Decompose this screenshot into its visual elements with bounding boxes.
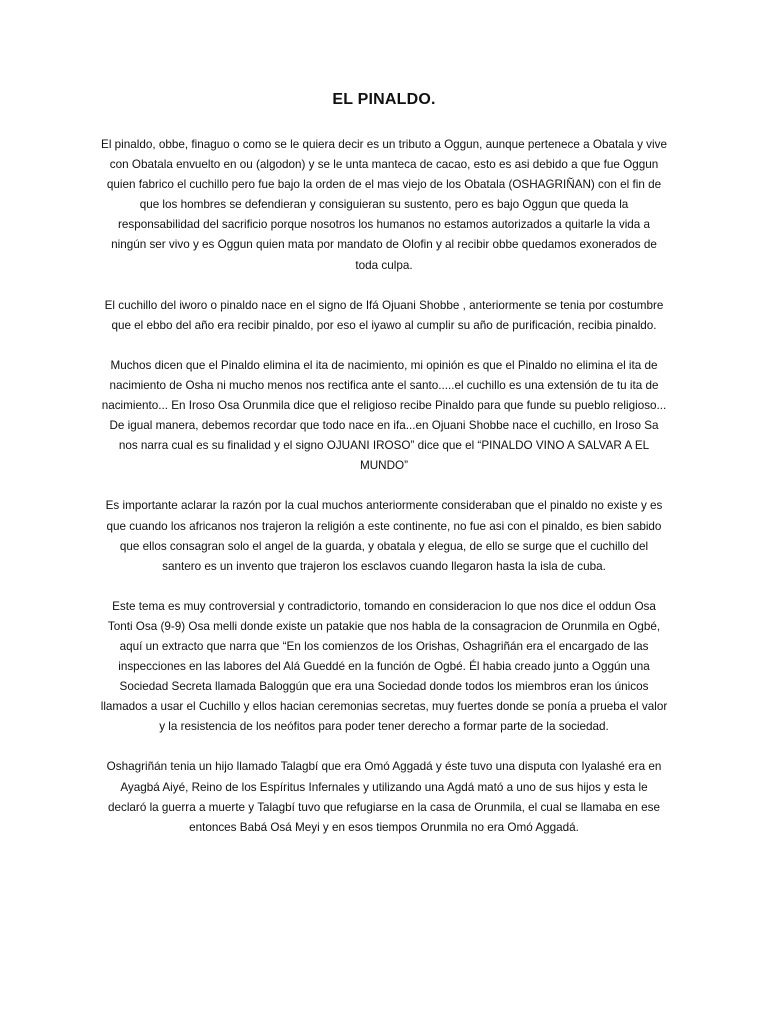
- paragraph: El pinaldo, obbe, finaguo o como se le quiera decir es un tributo a Oggun, aunque pertenece a Obatala y vive con Obatala envuelto en ou (algodon) y se le unta manteca de cacao, esto es asi debido a que fue Oggun quien fabrico el cuchillo pero fue bajo la orden de el mas viejo de los Obatala (OSHAGRIÑAN) con el fin de que los hombres se defendieran y consiguieran su sustento, pero es bajo Oggun que queda la responsabilidad del sacrificio porque nosotros los humanos no estamos autorizados a quitarle la vida a ningún ser vivo y es Oggun quien mata por mandato de Olofin y al recibir obbe quedamos exonerados de toda culpa.: [101, 138, 667, 272]
- paragraph: Oshagriñán tenia un hijo llamado Talagbí que era Omó Aggadá y éste tuvo una disputa con Iyalashé era en Ayagbá Aiyé, Reino de los Espíritus Infernales y utilizando una Agdá mató a uno de sus hijos y esta le declaró la guerra a muerte y Talagbí tuvo que refugiarse en la casa de Orunmila, el cual se llamaba en ese entonces Babá Osá Meyi y en esos tiempos Orunmila no era Omó Aggadá.: [106, 760, 662, 834]
- document-body: [100, 135, 668, 858]
- paragraph: Muchos dicen que el Pinaldo elimina el ita de nacimiento, mi opinión es que el Pinaldo no elimina el ita de nacimiento de Osha ni mucho menos nos rectifica ante el santo.....el cuchillo es una extensión de tu ita de nacimiento... En Iroso Osa Orunmila dice que el religioso recibe Pinaldo para que funde su pueblo religioso... De igual manera, debemos recordar que todo nace en ifa...en Ojuani Shobbe nace el cuchillo, en Iroso Sa nos narra cual es su finalidad y el signo OJUANI IROSO” dice que el “PINALDO VINO A SALVAR A EL MUNDO”: [101, 358, 667, 473]
- paragraph: Es importante aclarar la razón por la cual muchos anteriormente consideraban que el pinaldo no existe y es que cuando los africanos nos trajeron la religión a este continente, no fue asi con el pinaldo, es bien sabido que ellos consagran solo el angel de la guarda, y obatala y elegua, de ello se surge que el cuchillo del santero es un invento que trajeron los esclavos cuando llegaron hasta la isla de cuba.: [105, 499, 663, 573]
- document-title: EL PINALDO.: [332, 91, 436, 108]
- paragraph: Este tema es muy controversial y contradictorio, tomando en consideracion lo que nos dice el oddun Osa Tonti Osa (9-9) Osa melli donde existe un patakie que nos habla de la consagracion de Orunmila en Ogbé, aquí un extracto que narra que “En los comienzos de los Orishas, Oshagriñán era el encargado de las inspecciones en las labores del Alá Gueddé en la función de Ogbé. Él habia creado junto a Oggún una Sociedad Secreta llamada Baloggún que era una Sociedad donde todos los miembros eran los únicos llamados a usar el Cuchillo y ellos hacian ceremonias secretas, muy fuertes donde se ponía a prueba el valor y la resistencia de los neófitos para poder tener derecho a formar parte de la sociedad.: [100, 599, 668, 734]
- paragraph: El cuchillo del iworo o pinaldo nace en el signo de Ifá Ojuani Shobbe , anteriormente se tenia por costumbre que el ebbo del año era recibir pinaldo, por eso el iyawo al cumplir su año de purificación, recibia pinaldo.: [104, 298, 664, 332]
